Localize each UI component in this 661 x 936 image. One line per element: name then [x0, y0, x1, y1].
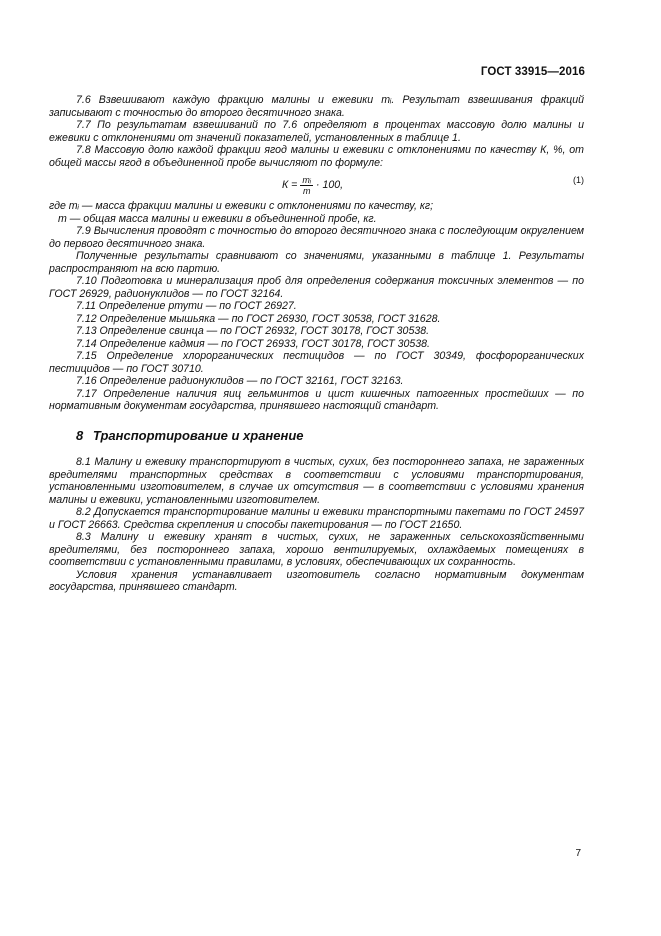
paragraph: 7.16 Определение радионуклидов — по ГОСТ 32161, ГОСТ 32163. [76, 375, 404, 387]
formula-fraction [300, 175, 313, 196]
paragraph: 7.7 По результатам взвешиваний по 7.6 определяют в процентах массовую долю малины и ежевики с отклонениями от значений показателей, установленных в таблице 1. [49, 119, 584, 144]
paragraph: 7.13 Определение свинца — по ГОСТ 26932, ГОСТ 30178, ГОСТ 30538. [76, 325, 430, 337]
document-header: ГОСТ 33915—2016 [480, 66, 585, 78]
paragraph: где mᵢ — масса фракции малины и ежевики с отклонениями по качеству, кг; [49, 200, 434, 212]
formula-rhs: · 100, [316, 179, 344, 192]
formula-1 [49, 172, 584, 198]
page-number: 7 [575, 848, 581, 859]
paragraphs-top [49, 94, 584, 169]
formula-denominator: m [302, 186, 311, 196]
paragraph: 8.1 Малину и ежевику транспортируют в чистых, сухих, без постороннего запаха, не зараженных вредителями транспортных средствах в соответствии с условиями транспортирования, установленными изготовителем, в случае их отсутствия — в соответствии с условиями хранения малины и ежевики, установленными изготовителем. [49, 456, 584, 506]
formula-lhs: К = [282, 179, 298, 192]
paragraph: 7.8 Массовую долю каждой фракции ягод малины и ежевики с отклонениями по качеству К, %, от общей массы ягод в объединенной пробе вычисляют по формуле: [49, 144, 584, 169]
section-title: Транспортирование и хранение [92, 427, 304, 443]
formula-numerator: mᵢ [302, 175, 311, 185]
paragraph: m — общая масса малины и ежевики в объединенной пробе, кг. [58, 212, 377, 225]
paragraph: 7.12 Определение мышьяка — по ГОСТ 26930, ГОСТ 30538, ГОСТ 31628. [76, 312, 441, 325]
section-number: 8 [76, 427, 84, 443]
formula-expression [282, 175, 343, 196]
paragraph: 8.2 Допускается транспортирование малины и ежевики транспортными пакетами по ГОСТ 24597 и ГОСТ 26663. Средства скрепления и способы пакетирования — по ГОСТ 21650. [49, 506, 584, 531]
paragraph: Полученные результаты сравнивают со значениями, указанными в таблице 1. Результаты распространяют на всю партию. [49, 250, 584, 275]
paragraph: 7.10 Подготовка и минерализация проб для определения содержания токсичных элементов — по ГОСТ 26929, радионуклидов — по ГОСТ 32164. [49, 275, 584, 300]
paragraph: Условия хранения устанавливает изготовитель согласно нормативным документам государства, принявшего стандарт. [49, 568, 584, 593]
formula-number: (1) [573, 175, 584, 185]
section-heading [76, 427, 584, 443]
document-body [49, 94, 584, 594]
paragraphs-mid [49, 200, 584, 413]
paragraph: 7.11 Определение ртути — по ГОСТ 26927. [76, 300, 297, 312]
paragraph: 7.17 Определение наличия яиц гельминтов и цист кишечных патогенных простейших — по нормативным документам государства, принявшего настоящий стандарт. [49, 387, 584, 412]
paragraph: 7.6 Взвешивают каждую фракцию малины и ежевики mᵢ. Результат взвешивания фракций записывают с точностью до второго десятичного знака. [49, 94, 584, 119]
paragraph: 8.3 Малину и ежевику хранят в чистых, сухих, не зараженных сельскохозяйственными вредителями, без постороннего запаха, хорошо вентилируемых, охлаждаемых помещениях в соответствии с установленными правилами, в условиях, обеспечивающих их сохранность. [49, 531, 584, 568]
paragraph: 7.9 Вычисления проводят с точностью до второго десятичного знака с последующим округлением до первого десятичного знака. [49, 225, 584, 250]
paragraph: 7.15 Определение хлорорганических пестицидов — по ГОСТ 30349, фосфорорганических пестицидов — по ГОСТ 30710. [49, 350, 584, 375]
paragraphs-bottom [49, 456, 584, 594]
paragraph: 7.14 Определение кадмия — по ГОСТ 26933, ГОСТ 30178, ГОСТ 30538. [76, 337, 431, 350]
